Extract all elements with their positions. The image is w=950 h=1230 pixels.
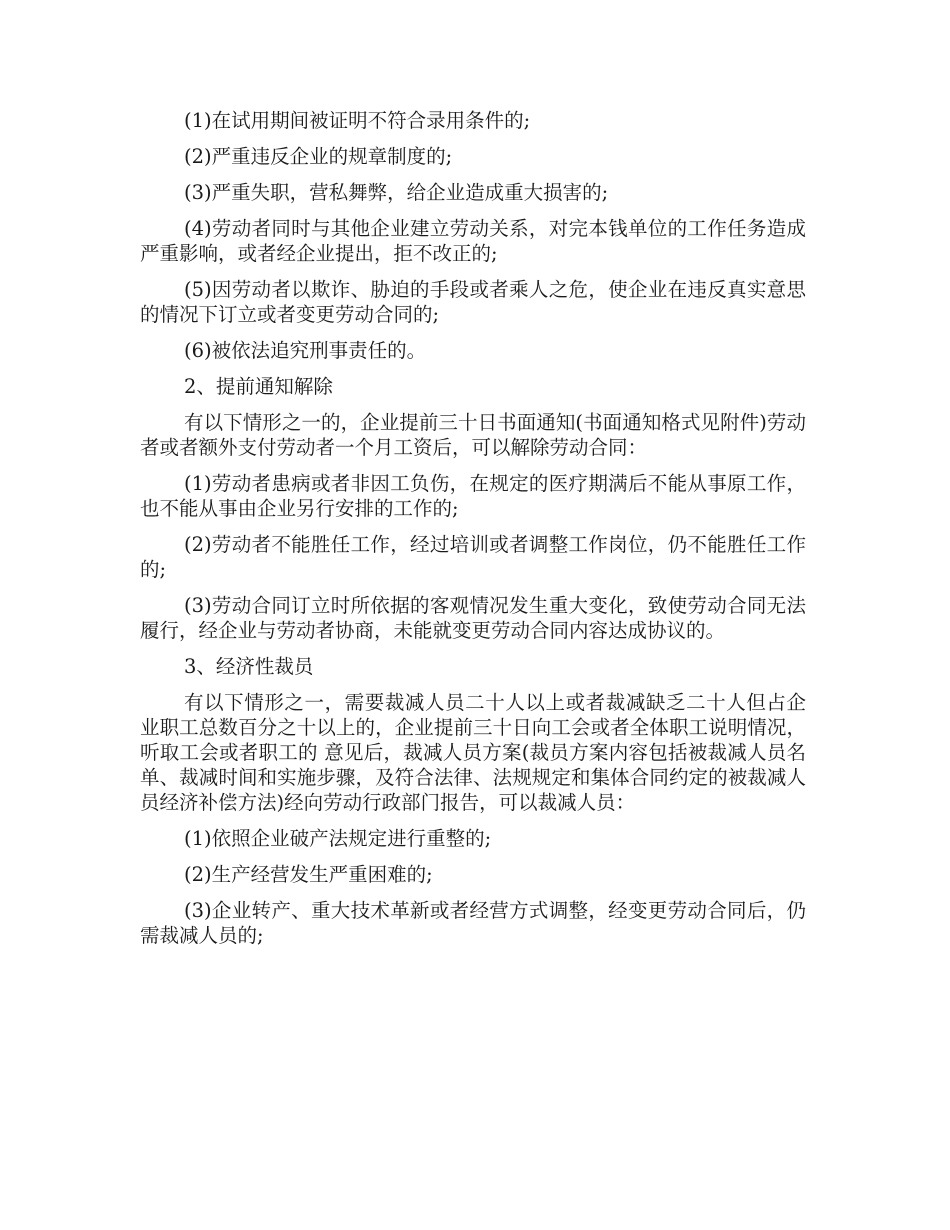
paragraph: (4)劳动者同时与其他企业建立劳动关系，对完本钱单位的工作任务造成严重影响，或者经企业提出，拒不改正的; xyxy=(140,217,806,265)
section-heading: 3、经济性裁员 xyxy=(184,655,314,678)
paragraph: 有以下情形之一，需要裁减人员二十人以上或者裁减缺乏二十人但占企业职工总数百分之十以上的，企业提前三十日向工会或者全体职工说明情况，听取工会或者职工的 意见后，裁减人员方案(裁员方案内容包括被裁减人员名单、裁减时间和实施步骤，及符合法律、法规规定和集体合同约定的被裁减人员经济补偿方法)经向劳动行政部门报告，可以裁减人员： xyxy=(140,691,806,814)
paragraph: (3)企业转产、重大技术革新或者经营方式调整，经变更劳动合同后，仍需裁减人员的; xyxy=(140,899,806,947)
paragraph: (6)被依法追究刑事责任的。 xyxy=(184,339,427,362)
paragraph: (2)劳动者不能胜任工作，经过培训或者调整工作岗位，仍不能胜任工作的; xyxy=(140,533,806,581)
paragraph: 有以下情形之一的，企业提前三十日书面通知(书面通知格式见附件)劳动者或者额外支付劳动者一个月工资后，可以解除劳动合同： xyxy=(140,411,806,459)
paragraph: (1)劳动者患病或者非因工负伤，在规定的医疗期满后不能从事原工作，也不能从事由企业另行安排的工作的; xyxy=(140,472,806,520)
paragraph: (1)在试用期间被证明不符合录用条件的; xyxy=(184,109,531,132)
paragraph: (5)因劳动者以欺诈、胁迫的手段或者乘人之危，使企业在违反真实意思的情况下订立或者变更劳动合同的; xyxy=(140,278,806,326)
paragraph: (3)严重失职，营私舞弊，给企业造成重大损害的; xyxy=(184,181,609,204)
paragraph: (3)劳动合同订立时所依据的客观情况发生重大变化，致使劳动合同无法履行，经企业与劳动者协商，未能就变更劳动合同内容达成协议的。 xyxy=(140,594,806,642)
section-heading: 2、提前通知解除 xyxy=(184,375,333,398)
paragraph: (1)依照企业破产法规定进行重整的; xyxy=(184,827,492,850)
paragraph: (2)生产经营发生严重困难的; xyxy=(184,863,433,886)
paragraph: (2)严重违反企业的规章制度的; xyxy=(184,145,453,168)
document-body xyxy=(140,108,806,959)
